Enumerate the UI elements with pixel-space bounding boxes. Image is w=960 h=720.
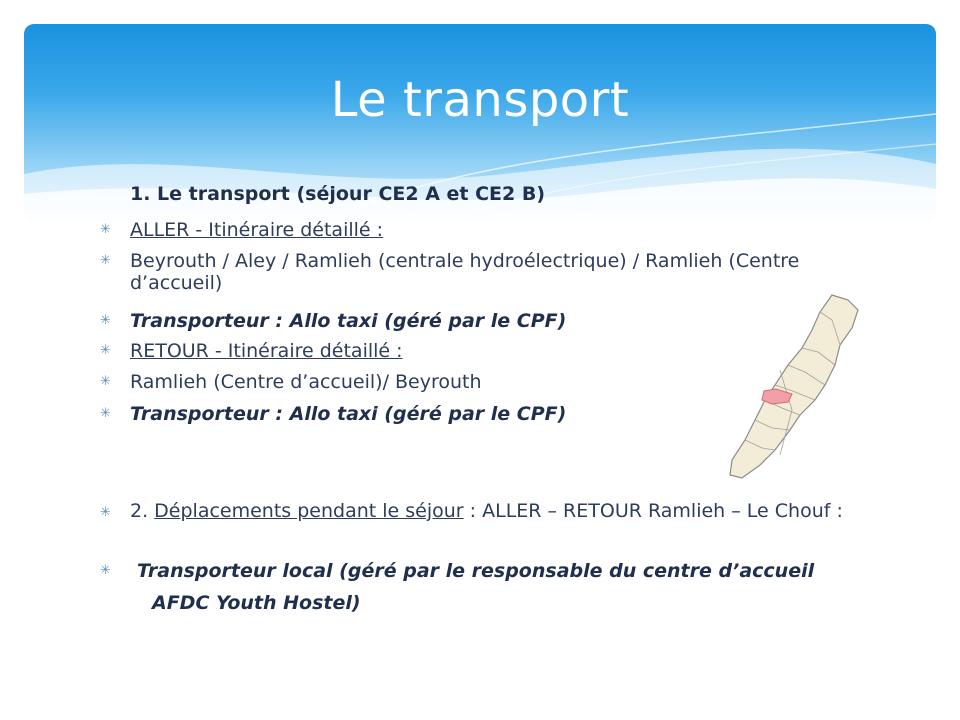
slide-title: Le transport: [330, 72, 630, 128]
bullet-icon: ✳: [100, 406, 111, 421]
section1-heading: 1. Le transport (séjour CE2 A et CE2 B): [130, 183, 546, 205]
bullet-icon: ✳: [100, 253, 111, 268]
bullet-icon: ✳: [100, 343, 111, 358]
list-item-deplacements: [130, 500, 860, 522]
list-item-aller: ALLER - Itinéraire détaillé :: [130, 219, 384, 241]
bullet-icon: ✳: [100, 505, 111, 520]
bullet-icon: ✳: [100, 563, 111, 578]
section2-prefix: 2.: [130, 500, 155, 522]
list-item-transporteur-retour: Transporteur : Allo taxi (géré par le CPF): [130, 403, 567, 425]
list-item-transporteur-local: Transporteur local (géré par le responsable du centre d’accueil: [137, 560, 815, 582]
list-item-transporteur-aller: Transporteur : Allo taxi (géré par le CPF): [130, 310, 567, 332]
bullet-icon: ✳: [100, 313, 111, 328]
list-item-itineraire-retour: Ramlieh (Centre d’accueil)/ Beyrouth: [130, 371, 482, 393]
bullet-icon: ✳: [100, 222, 111, 237]
lebanon-map: [720, 290, 860, 480]
list-item-retour: RETOUR - Itinéraire détaillé :: [130, 340, 403, 362]
list-item-itineraire-aller: Beyrouth / Aley / Ramlieh (centrale hydroélectrique) / Ramlieh (Centre d’accueil): [130, 250, 800, 294]
section2-underlined: Déplacements pendant le séjour: [154, 500, 464, 522]
section2-suffix: : ALLER – RETOUR Ramlieh – Le Chouf :: [463, 500, 843, 522]
bullet-icon: ✳: [100, 374, 111, 389]
list-item-transporteur-local-cont: AFDC Youth Hostel): [152, 592, 361, 614]
